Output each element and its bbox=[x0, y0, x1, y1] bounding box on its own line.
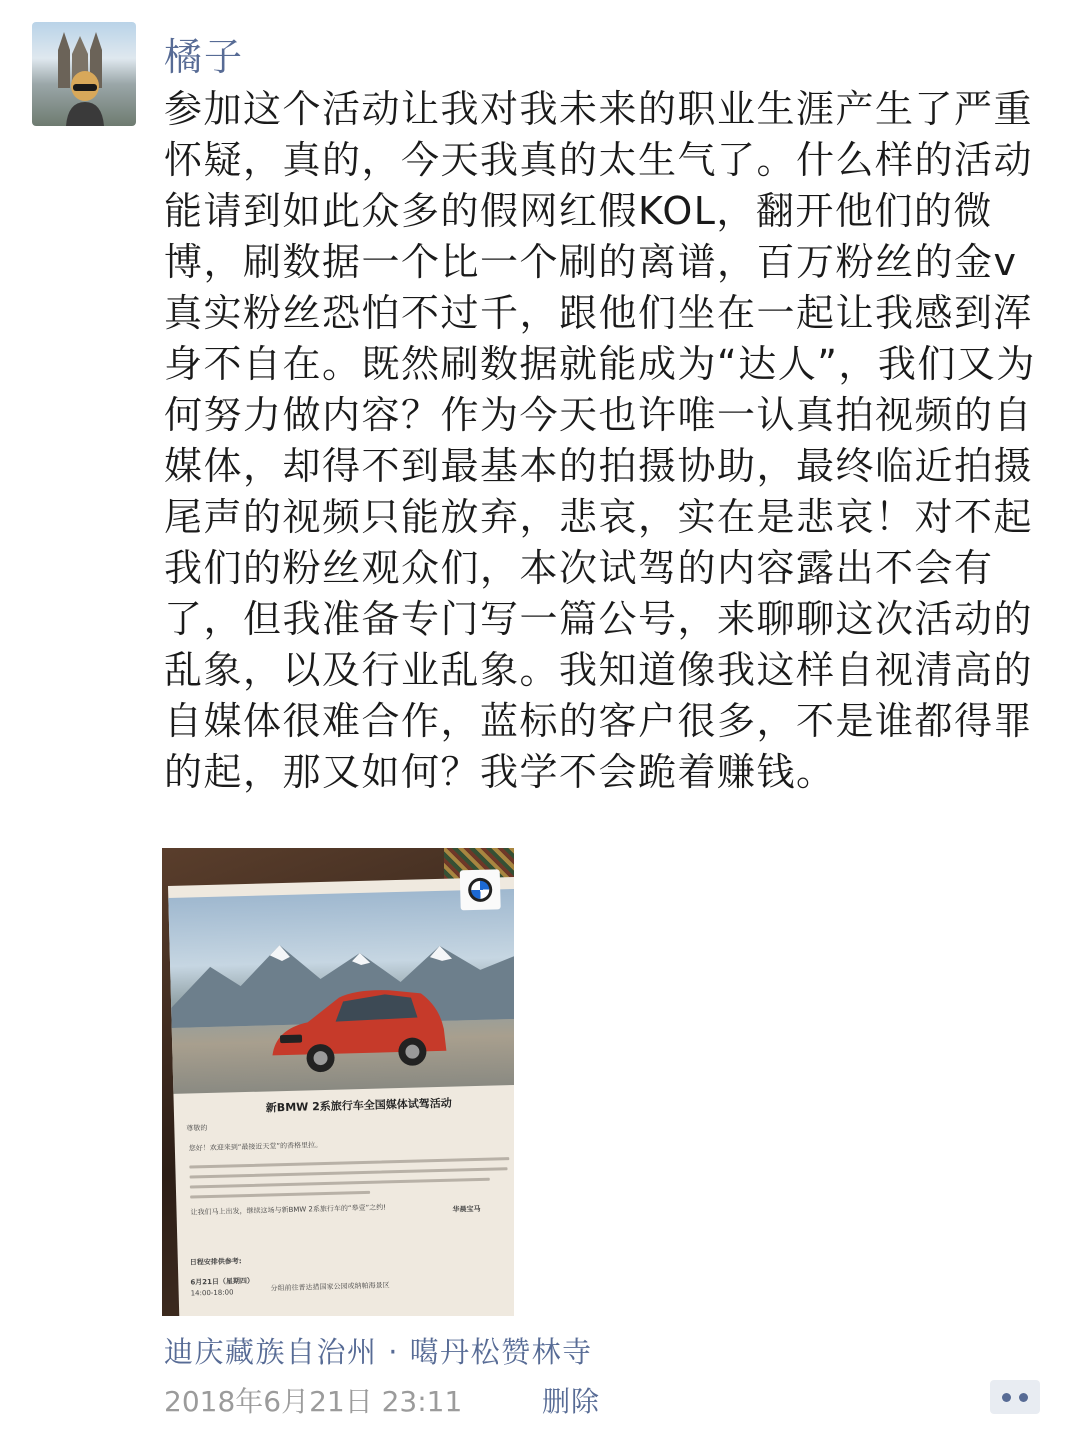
person-image bbox=[62, 70, 108, 126]
brochure-text-line bbox=[190, 1191, 370, 1199]
brochure-line: 14:00-18:00 bbox=[190, 1288, 234, 1298]
post-text: 参加这个活动让我对我未来的职业生涯产生了严重怀疑，真的，今天我真的太生气了。什么样的活动能请到如此众多的假网红假KOL，翻开他们的微博，刷数据一个比一个刷的离谱，百万粉丝的金v真实粉丝恐怕不过千，跟他们坐在一起让我感到浑身不自在。既然刷数据就能成为“达人”，我们又为何努力做内容？作为今天也许唯一认真拍视频的自媒体，却得不到最基本的拍摄协助，最终临近拍摄尾声的视频只能放弃，悲哀，实在是悲哀！对不起我们的粉丝观众们，本次试驾的内容露出不会有了，但我准备专门写一篇公号，来聊聊这次活动的乱象，以及行业乱象。我知道像我这样自视清高的自媒体很难合作，蓝标的客户很多，不是谁都得罪的起，那又如何？我学不会跪着赚钱。 bbox=[164, 87, 1036, 794]
location-link[interactable]: 迪庆藏族自治州 · 噶丹松赞林寺 bbox=[164, 1335, 593, 1369]
brochure-line: 6月21日（星期四） bbox=[190, 1276, 255, 1287]
author-name[interactable]: 橘子 bbox=[164, 35, 245, 79]
brochure-cover-image bbox=[168, 889, 514, 1094]
car-image bbox=[260, 971, 453, 1086]
brochure-sign: 华晨宝马 bbox=[452, 1204, 481, 1214]
brochure-paper bbox=[168, 877, 514, 1316]
comment-button[interactable] bbox=[990, 1380, 1040, 1414]
brochure-text-line bbox=[190, 1167, 508, 1178]
brochure-greeting: 尊敬的 bbox=[186, 1124, 208, 1133]
brochure-line: 您好！欢迎来到“最接近天堂”的香格里拉。 bbox=[188, 1141, 323, 1153]
bmw-logo bbox=[460, 869, 501, 910]
delete-button[interactable]: 删除 bbox=[542, 1385, 601, 1418]
brochure-line: 让我们马上出发，继续这场与新BMW 2系旅行车的“皋壹”之约! bbox=[190, 1203, 387, 1217]
comment-icon-dot bbox=[1019, 1393, 1028, 1402]
brochure-title: 新BMW 2系旅行车全国媒体试驾活动 bbox=[265, 1096, 452, 1115]
comment-icon bbox=[1002, 1393, 1011, 1402]
post-timestamp: 2018年6月21日 23:11 bbox=[164, 1385, 463, 1418]
post-photo[interactable] bbox=[162, 848, 514, 1316]
avatar[interactable] bbox=[32, 22, 136, 126]
brochure-line: 分组前往普达措国家公园或纳帕海景区 bbox=[270, 1281, 390, 1293]
brochure-text-line bbox=[190, 1178, 490, 1189]
brochure-line: 日程安排供参考: bbox=[189, 1257, 242, 1267]
brochure-text-line bbox=[189, 1157, 509, 1168]
